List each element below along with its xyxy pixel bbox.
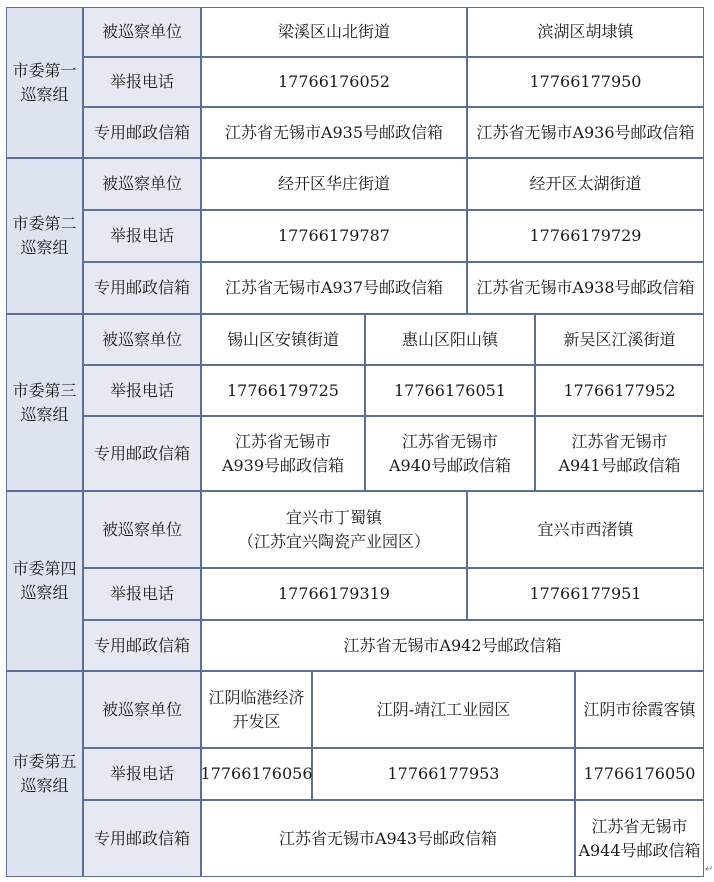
- group-2-name: 市委第二 巡察组: [6, 158, 83, 314]
- phone-cell: 17766177953: [312, 748, 575, 800]
- phone-cell: 17766176050: [575, 748, 704, 800]
- label-phone: 举报电话: [83, 748, 201, 800]
- label-phone: 举报电话: [83, 210, 201, 262]
- label-mailbox: 专用邮政信箱: [83, 800, 201, 877]
- label-unit: 被巡察单位: [83, 314, 201, 365]
- unit-cell: 经开区华庄街道: [201, 158, 467, 210]
- phone-cell: 17766176056: [201, 748, 312, 800]
- mailbox-cell: 江苏省无锡市 A940号邮政信箱: [365, 416, 535, 491]
- phone-cell: 17766179729: [467, 210, 704, 262]
- phone-cell: 17766177951: [467, 568, 704, 620]
- unit-cell: 滨湖区胡埭镇: [467, 7, 704, 57]
- mailbox-cell: 江苏省无锡市A943号邮政信箱: [201, 800, 575, 877]
- label-phone: 举报电话: [83, 568, 201, 620]
- label-unit: 被巡察单位: [83, 491, 201, 568]
- label-unit: 被巡察单位: [83, 158, 201, 210]
- unit-cell: 新吴区江溪街道: [535, 314, 704, 365]
- unit-cell: 锡山区安镇街道: [201, 314, 365, 365]
- unit-cell: 宜兴市丁蜀镇 （江苏宜兴陶瓷产业园区）: [201, 491, 467, 568]
- mailbox-cell: 江苏省无锡市 A941号邮政信箱: [535, 416, 704, 491]
- label-unit: 被巡察单位: [83, 7, 201, 57]
- unit-cell: 宜兴市西渚镇: [467, 491, 704, 568]
- label-unit: 被巡察单位: [83, 671, 201, 748]
- mailbox-cell: 江苏省无锡市 A939号邮政信箱: [201, 416, 365, 491]
- unit-cell: 经开区太湖街道: [467, 158, 704, 210]
- mailbox-cell: 江苏省无锡市A937号邮政信箱: [201, 262, 467, 314]
- mailbox-cell: 江苏省无锡市A936号邮政信箱: [467, 107, 704, 158]
- phone-cell: 17766176052: [201, 57, 467, 107]
- mailbox-cell: 江苏省无锡市 A944号邮政信箱: [575, 800, 704, 877]
- group-3-name: 市委第三 巡察组: [6, 314, 83, 491]
- group-1-name: 市委第一 巡察组: [6, 7, 83, 158]
- label-mailbox: 专用邮政信箱: [83, 416, 201, 491]
- phone-cell: 17766179725: [201, 365, 365, 416]
- mailbox-cell: 江苏省无锡市A938号邮政信箱: [467, 262, 704, 314]
- phone-cell: 17766177950: [467, 57, 704, 107]
- label-mailbox: 专用邮政信箱: [83, 620, 201, 671]
- group-4-name: 市委第四 巡察组: [6, 491, 83, 671]
- phone-cell: 17766176051: [365, 365, 535, 416]
- phone-cell: 17766177952: [535, 365, 704, 416]
- phone-cell: 17766179319: [201, 568, 467, 620]
- unit-cell: 梁溪区山北街道: [201, 7, 467, 57]
- unit-cell: 惠山区阳山镇: [365, 314, 535, 365]
- mailbox-cell: 江苏省无锡市A942号邮政信箱: [201, 620, 704, 671]
- group-5-name: 市委第五 巡察组: [6, 671, 83, 877]
- unit-cell: 江阴市徐霞客镇: [575, 671, 704, 748]
- label-mailbox: 专用邮政信箱: [83, 107, 201, 158]
- label-phone: 举报电话: [83, 365, 201, 416]
- paragraph-mark: ↵: [705, 864, 714, 875]
- mailbox-cell: 江苏省无锡市A935号邮政信箱: [201, 107, 467, 158]
- label-mailbox: 专用邮政信箱: [83, 262, 201, 314]
- phone-cell: 17766179787: [201, 210, 467, 262]
- unit-cell: 江阴临港经济 开发区: [201, 671, 312, 748]
- label-phone: 举报电话: [83, 57, 201, 107]
- unit-cell: 江阴-靖江工业园区: [312, 671, 575, 748]
